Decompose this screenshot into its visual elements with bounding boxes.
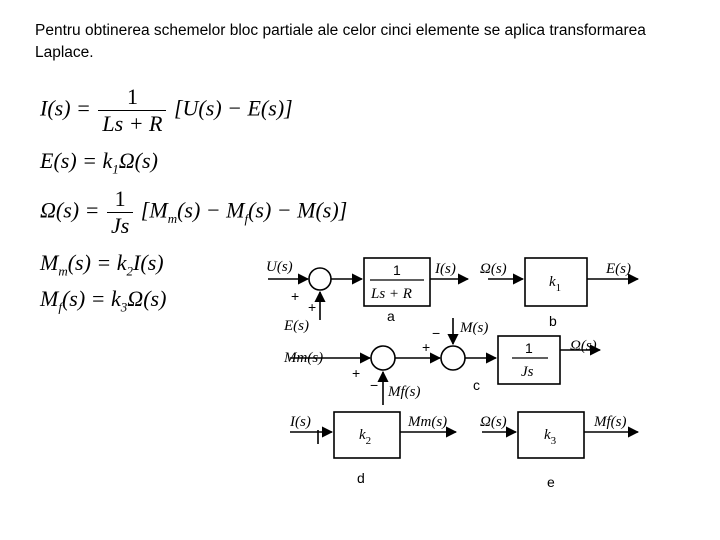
c-output: Ω(s): [570, 338, 597, 354]
eq5-a: M: [40, 286, 59, 311]
eq1-lhs: I(s) =: [40, 95, 91, 121]
c-input-m: M(s): [460, 320, 489, 336]
e-input: Ω(s): [480, 414, 507, 430]
c-label: c: [473, 377, 480, 393]
a-input-e: E(s): [284, 318, 309, 334]
eq3-den: Js: [107, 212, 133, 239]
b-output: E(s): [606, 261, 631, 277]
block-diagram: [260, 240, 660, 500]
eq3-rhs3: (s) − M(s)]: [248, 197, 348, 223]
e-label: e: [547, 474, 555, 490]
eq3-sub2: f: [244, 210, 249, 226]
c-sign-plus-left: +: [352, 365, 361, 381]
intro-text: Pentru obtinerea schemelor bloc partiale ale celor cinci elemente se aplica transformarea Laplace.: [35, 22, 646, 61]
d-output: Mm(s): [408, 414, 448, 430]
b-gain-k: k: [549, 274, 556, 290]
a-label: a: [387, 308, 395, 324]
b-gain: [549, 274, 561, 294]
eq4-sub-b: 2: [126, 263, 134, 279]
eq3-sub1: m: [167, 210, 178, 226]
c-input-mf: Mf(s): [388, 384, 421, 400]
d-gain: [359, 427, 371, 447]
e-output: Mf(s): [594, 414, 627, 430]
eq3-rhs1: [M: [140, 197, 168, 223]
eq1-rhs: [U(s) − E(s)]: [173, 95, 293, 121]
eq2-text: E(s) = k: [40, 148, 113, 173]
b-input: Ω(s): [480, 261, 507, 277]
eq3-rhs2: (s) − M: [177, 197, 245, 223]
c-tf-num: 1: [525, 340, 533, 356]
equation-motor-torque: [40, 250, 164, 284]
d-input: I(s): [290, 414, 311, 430]
eq5-sub-b: 3: [120, 299, 128, 315]
eq4-b: (s) = k: [67, 250, 127, 275]
e-gain-sub: 3: [550, 435, 557, 447]
a-sum-junction: [309, 268, 331, 290]
eq4-sub-a: m: [58, 263, 68, 279]
d-gain-k: k: [359, 427, 366, 443]
eq1-fraction: [98, 84, 166, 137]
eq4-c: I(s): [133, 250, 164, 275]
b-label: b: [549, 313, 557, 329]
d-label: d: [357, 470, 365, 486]
eq2-tail: Ω(s): [118, 148, 158, 173]
a-input-u: U(s): [266, 259, 293, 275]
c-input-mm: Mm(s): [284, 350, 324, 366]
eq2-sub: 1: [112, 161, 119, 177]
d-gain-sub: 2: [365, 435, 372, 447]
eq3-fraction: [107, 186, 133, 239]
eq5-b: (s) = k: [61, 286, 121, 311]
e-gain: [544, 427, 557, 447]
equation-emf: [40, 148, 158, 182]
a-sign-top: +: [291, 288, 300, 304]
c-sign-minus-top: −: [432, 325, 441, 341]
eq3-num: 1: [114, 186, 126, 211]
a-sign-bottom: +: [308, 299, 317, 315]
a-tf-den: Ls + R: [371, 286, 412, 302]
equation-friction-torque: [40, 286, 166, 320]
c-sign-minus-bottom: −: [370, 377, 379, 393]
c-tf-den: Js: [521, 364, 534, 380]
c-sum-junction-1: [371, 346, 395, 370]
equation-speed: [40, 186, 347, 239]
equation-current: [40, 84, 293, 137]
eq5-c: Ω(s): [127, 286, 167, 311]
eq3-lhs: Ω(s) =: [40, 197, 100, 223]
e-gain-k: k: [544, 427, 551, 443]
eq4-a: M: [40, 250, 59, 275]
eq1-num: 1: [126, 84, 138, 109]
a-tf-num: 1: [393, 262, 401, 278]
b-gain-sub: 1: [555, 282, 562, 294]
eq5-sub-a: f: [58, 299, 62, 315]
c-sign-plus-mid: +: [422, 339, 431, 355]
c-sum-junction-2: [441, 346, 465, 370]
eq1-den: Ls + R: [98, 110, 166, 137]
a-output: I(s): [435, 261, 456, 277]
